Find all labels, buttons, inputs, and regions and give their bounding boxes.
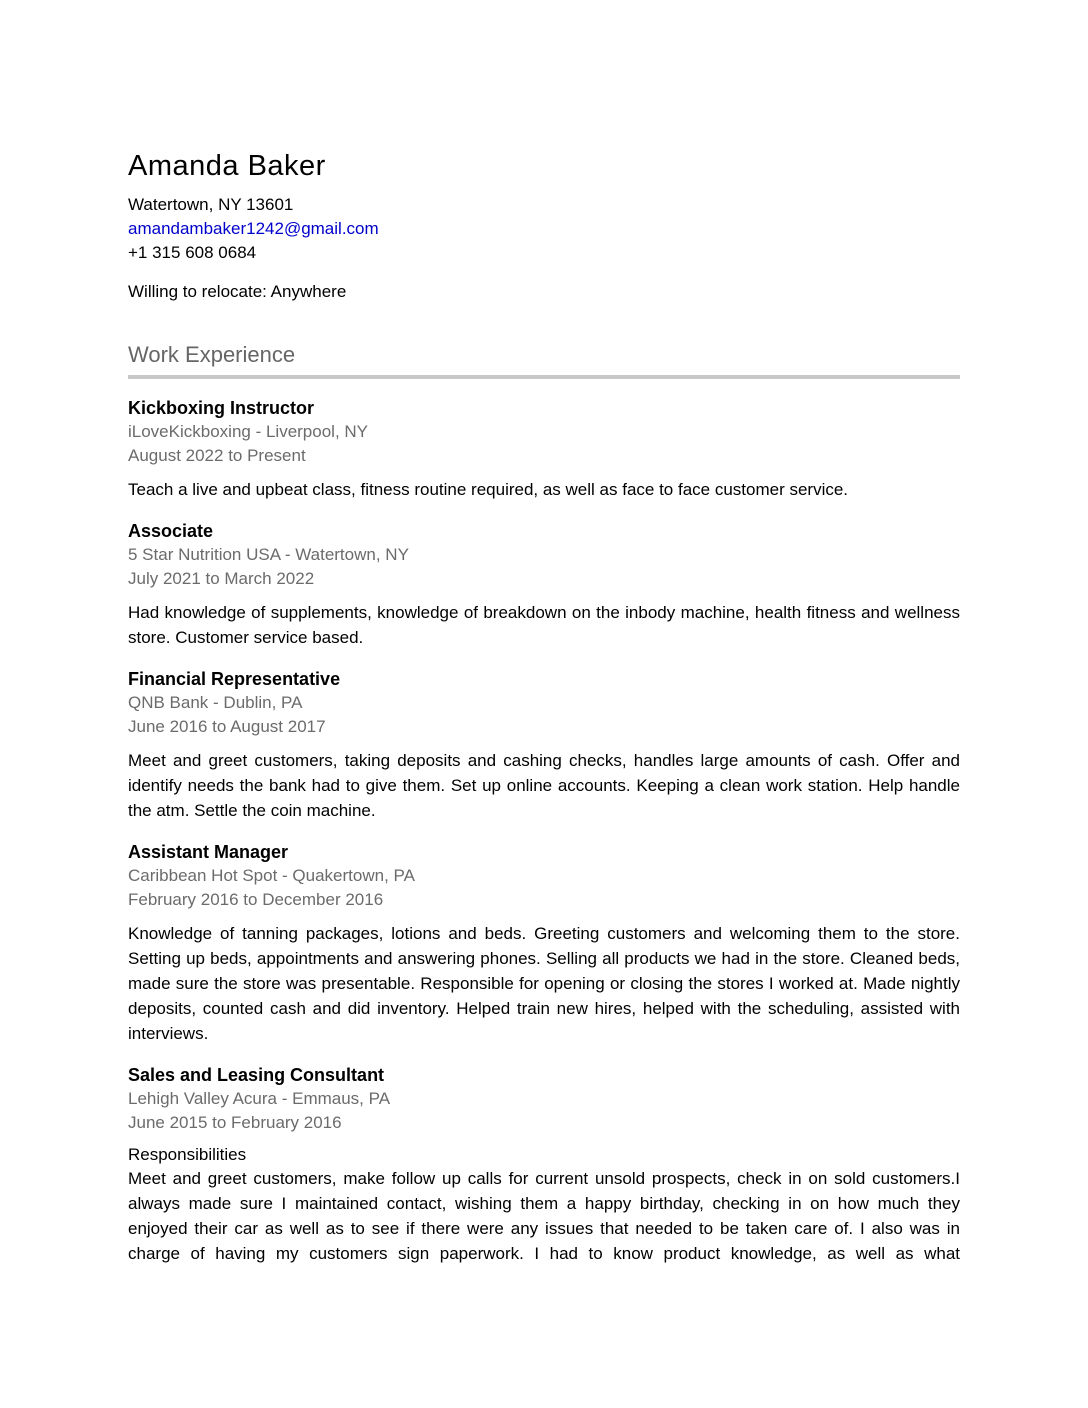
candidate-email-link[interactable]: amandambaker1242@gmail.com	[128, 219, 379, 238]
job-dates: June 2015 to February 2016	[128, 1112, 342, 1132]
job-title: Assistant Manager	[128, 842, 289, 862]
candidate-email-row	[128, 217, 960, 241]
job-company: Caribbean Hot Spot - Quakertown, PA	[128, 866, 415, 885]
job-company: Lehigh Valley Acura - Emmaus, PA	[128, 1089, 391, 1108]
job-entry	[128, 840, 960, 1046]
candidate-name: Amanda Baker	[128, 150, 326, 182]
job-description: Had knowledge of supplements, knowledge of breakdown on the inbody machine, health fitness and wellness store. Customer service based.	[128, 603, 960, 647]
job-title: Associate	[128, 521, 214, 541]
job-entry	[128, 667, 960, 823]
job-entry	[128, 1063, 960, 1266]
candidate-phone: +1 315 608 0684	[128, 243, 257, 262]
job-description-label: Responsibilities	[128, 1145, 247, 1164]
job-description: Meet and greet customers, make follow up calls for current unsold prospects, check in on sold customers.I always made sure I maintained contact, wishing them a happy birthday, checking in on how much they enjoyed their car as well as to see if there were any issues that needed to be taken care of. I also was in charge of having my customers sign paperwork. I had to know product knowledge, as well as what	[128, 1169, 960, 1263]
job-company: QNB Bank - Dublin, PA	[128, 693, 303, 712]
job-list	[128, 396, 960, 1266]
job-dates: February 2016 to December 2016	[128, 889, 384, 909]
section-divider	[128, 375, 960, 379]
candidate-location: Watertown, NY 13601	[128, 195, 294, 214]
job-description: Meet and greet customers, taking deposits and cashing checks, handles large amounts of cash. Offer and identify needs the bank had to give them. Set up online accounts. Keeping a clean work station. Help handle the atm. Settle the coin machine.	[128, 751, 960, 820]
job-entry	[128, 396, 960, 502]
job-company: 5 Star Nutrition USA - Watertown, NY	[128, 545, 409, 564]
job-entry	[128, 519, 960, 650]
job-dates: June 2016 to August 2017	[128, 716, 326, 736]
job-company: iLoveKickboxing - Liverpool, NY	[128, 422, 369, 441]
relocate-statement: Willing to relocate: Anywhere	[128, 282, 347, 301]
job-title: Kickboxing Instructor	[128, 398, 315, 418]
job-description: Teach a live and upbeat class, fitness routine required, as well as face to face customer service.	[128, 480, 849, 499]
job-dates: July 2021 to March 2022	[128, 568, 315, 588]
job-dates: August 2022 to Present	[128, 445, 306, 465]
job-description: Knowledge of tanning packages, lotions and beds. Greeting customers and welcoming them to the store. Setting up beds, appointments and answering phones. Selling all products we had in the store. Cleaned beds, made sure the store was presentable. Responsible for opening or closing the stores I worked at. Made nightly deposits, counted cash and did inventory. Helped train new hires, helped with the scheduling, assisted with interviews.	[128, 924, 960, 1043]
job-title: Financial Representative	[128, 669, 341, 689]
job-title: Sales and Leasing Consultant	[128, 1065, 385, 1085]
work-experience-heading: Work Experience	[128, 342, 296, 367]
